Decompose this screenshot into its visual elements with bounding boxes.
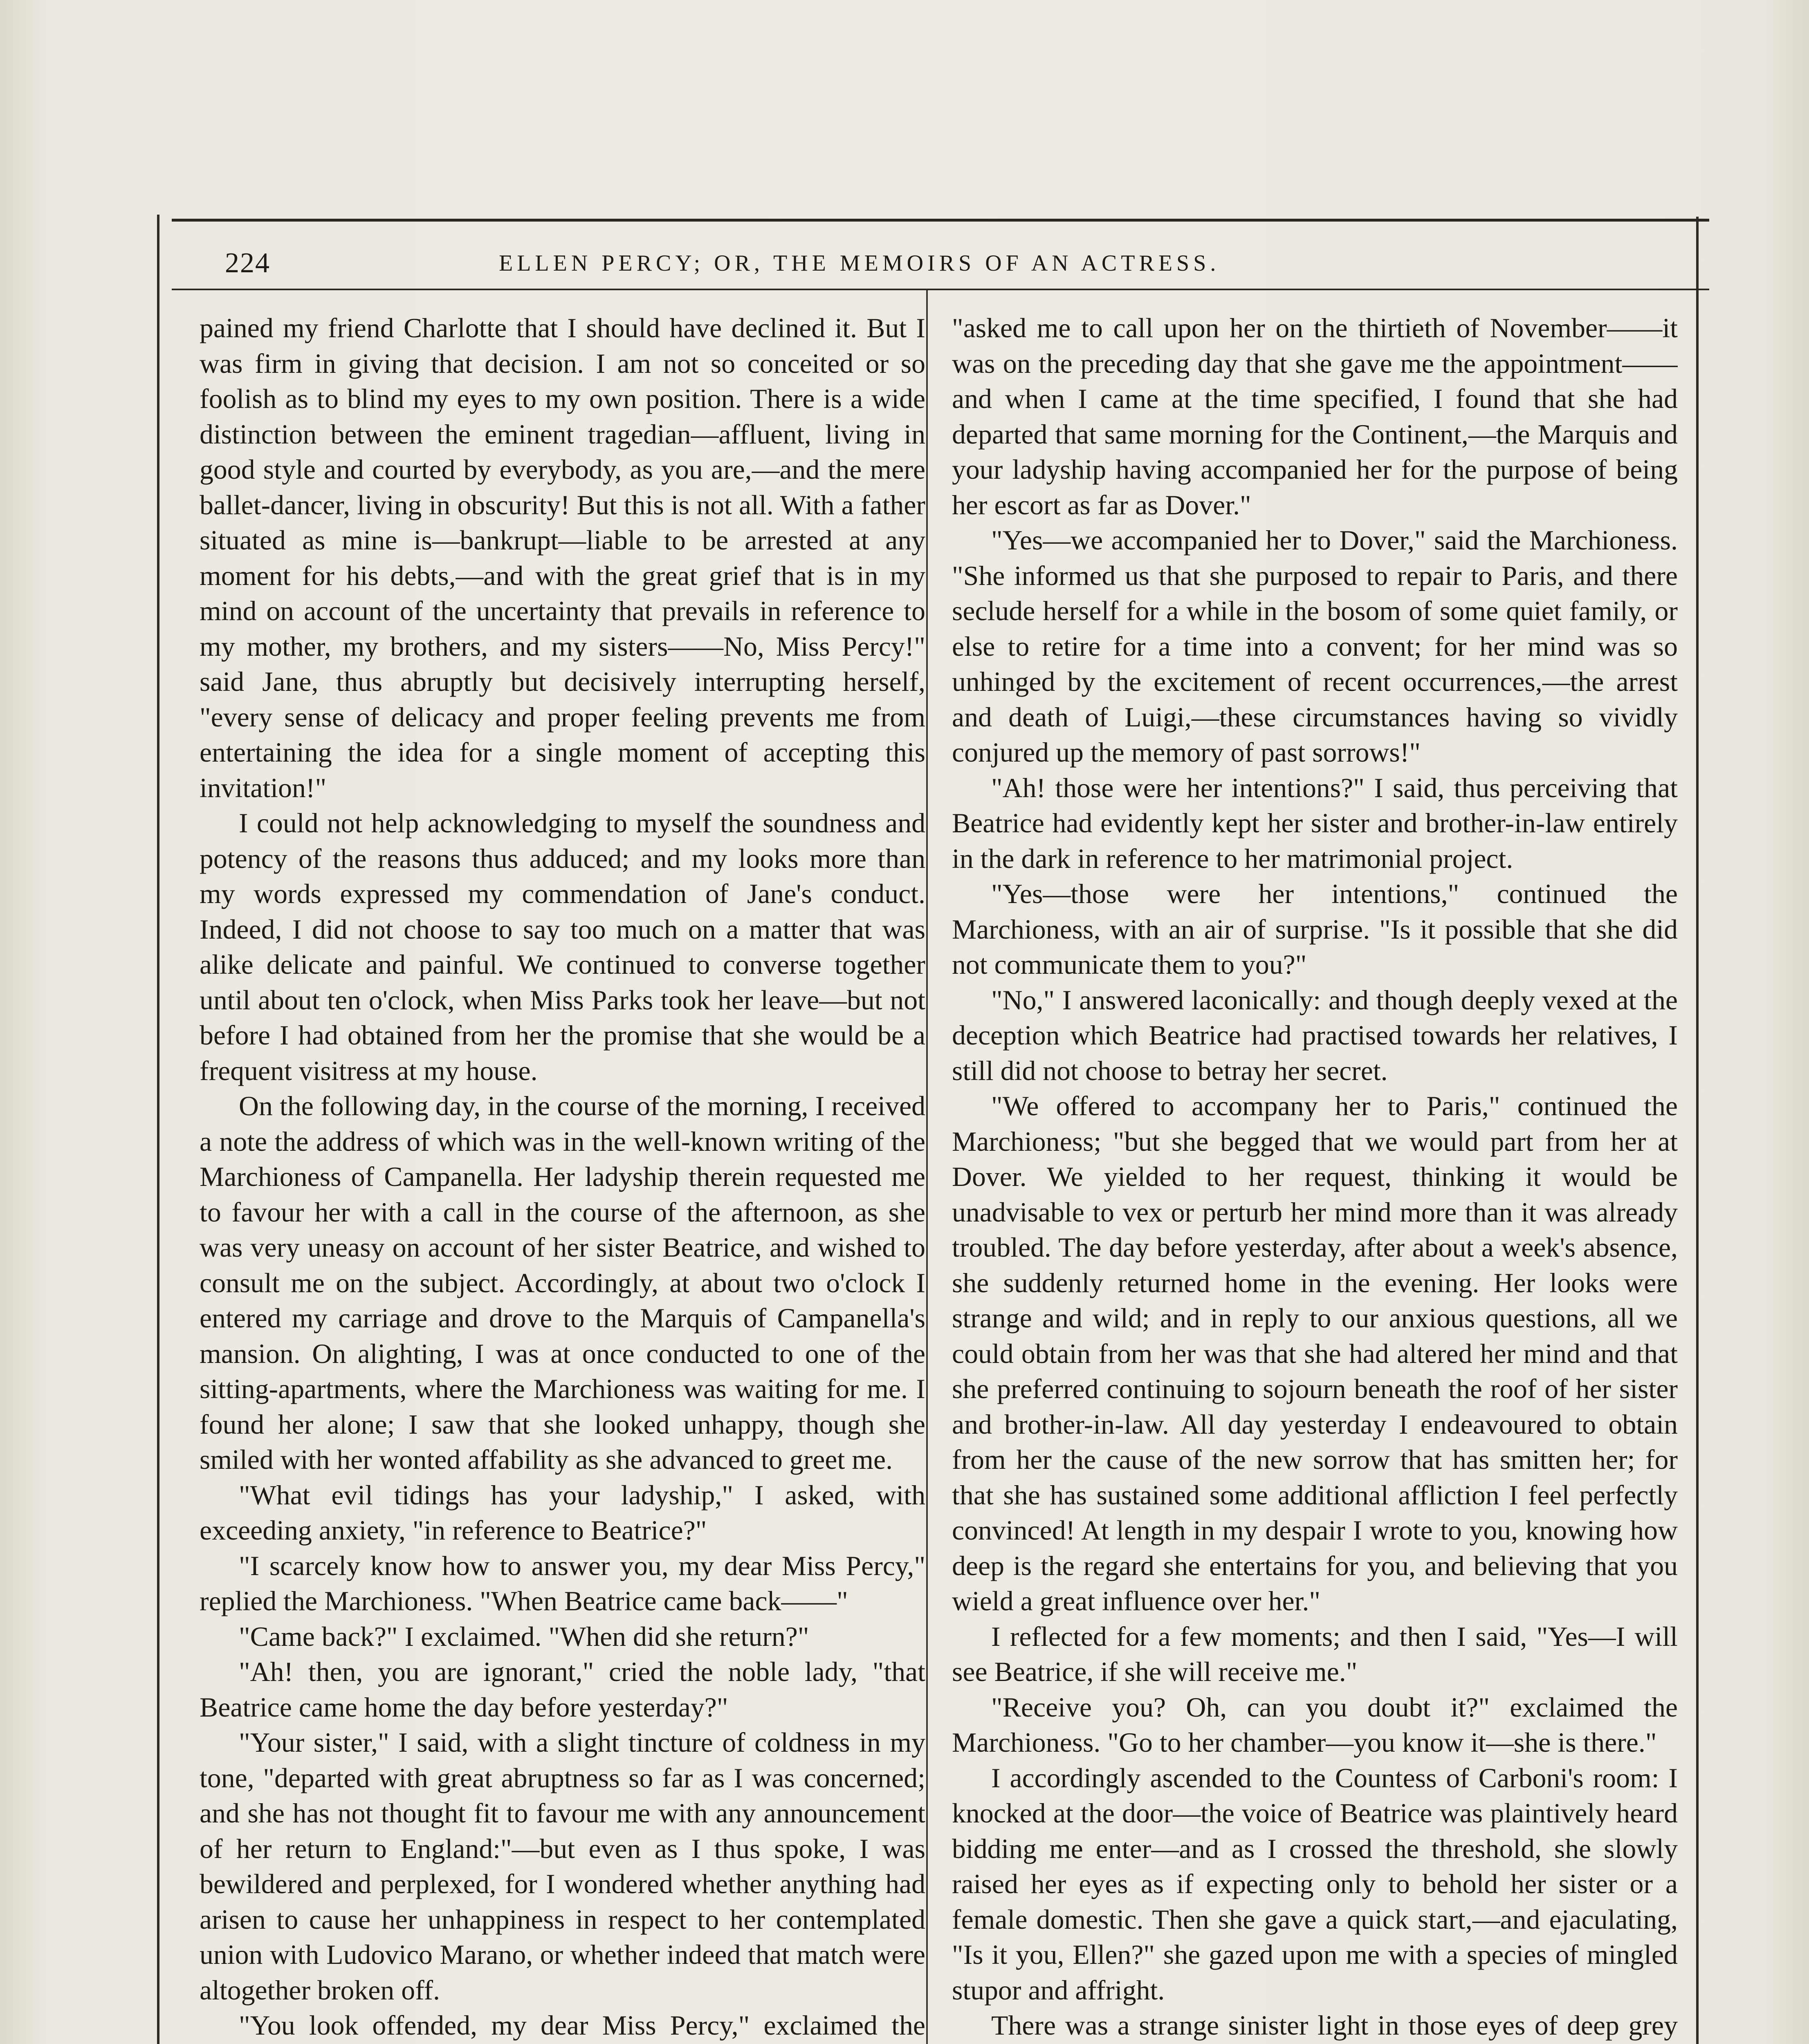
header-bottom-rule — [172, 289, 1709, 290]
running-head: ELLEN PERCY; OR, THE MEMOIRS OF AN ACTRESS. — [499, 251, 1220, 276]
paragraph: I accordingly ascended to the Countess of Carboni's room: I knocked at the door—the voice of Beatrice was plaintively heard bidding me enter—and as I crossed the threshold, she slowly raised her eyes as if expecting only to behold her sister or a female domestic. Then she gave a quick start,—and ejaculating, "Is it you, Ellen?" she gazed upon me with a species of mingled stupor and affright. — [952, 1762, 1678, 2006]
paragraph: I could not help acknowledging to myself the soundness and potency of the reasons thus adduced; and my looks more than my words expressed my commendation of Jane's conduct. Indeed, I did not choose to say too much on a matter that was alike delicate and painful. We continued to converse together until about ten o'clock, when Miss Parks took her leave—but not before I had obtained from her the promise that she would be a frequent visitress at my house. — [200, 808, 925, 1086]
paragraph: "Receive you? Oh, can you doubt it?" exclaimed the Marchioness. "Go to her chamber—you know it—she is there." — [952, 1692, 1678, 1758]
paragraph: On the following day, in the course of the morning, I received a note the address of which was in the well-known writing of the Marchioness of Campanella. Her ladyship therein requested me to favour her with a call in the course of the afternoon, as she was very uneasy on account of her sister Beatrice, and wished to consult me on the subject. Accordingly, at about two o'clock I entered my carriage and drove to the Marquis of Campanella's mansion. On alighting, I was at once conducted to one of the sitting-apartments, where the Marchioness was waiting for me. I found her alone; I saw that she looked unhappy, though she smiled with her wonted affability as she advanced to greet me. — [200, 1091, 925, 1475]
column-divider — [926, 290, 928, 2044]
paragraph: pained my friend Charlotte that I should have declined it. But I was firm in giving that decision. I am not so conceited or so foolish as to blind my eyes to my own position. There is a wide distinction between the eminent tragedian—affluent, living in good style and courted by everybody, as you are,—and the mere ballet-dancer, living in obscurity! But this is not all. With a father situated as mine is—bankrupt—liable to be arrested at any moment for his debts,—and with the great grief that is in my mind on account of the uncertainty that prevails in reference to my mother, my brothers, and my sisters——No, Miss Percy!" said Jane, thus abruptly but decisively interrupting herself, "every sense of delicacy and proper feeling prevents me from entertaining the idea for a single moment of accepting this invitation!" — [200, 313, 925, 803]
paragraph: I reflected for a few moments; and then I said, "Yes—I will see Beatrice, if she will receive me." — [952, 1621, 1678, 1687]
page-header — [172, 241, 1685, 286]
paragraph: "Yes—those were her intentions," continued the Marchioness, with an air of surprise. "Is it possible that she did not communicate them to you?" — [952, 879, 1678, 980]
page-number: 224 — [225, 247, 270, 279]
header-top-rule — [172, 219, 1709, 222]
paragraph: "Ah! then, you are ignorant," cried the noble lady, "that Beatrice came home the day before yesterday?" — [200, 1656, 925, 1723]
paragraph: "No," I answered laconically: and though deeply vexed at the deception which Beatrice had practised towards her relatives, I still did not choose to betray her secret. — [952, 984, 1678, 1086]
paragraph: "Your sister," I said, with a slight tincture of coldness in my tone, "departed with great abruptness so far as I was concerned; and she has not thought fit to favour me with any announcement of her return to England:"—but even as I thus spoke, I was bewildered and perplexed, for I wondered whether anything had arisen to cause her unhappiness in respect to her contemplated union with Ludovico Marano, or whether indeed that match were altogether broken off. — [200, 1727, 925, 2006]
paragraph: "Yes—we accompanied her to Dover," said the Marchioness. "She informed us that she purposed to repair to Paris, and there seclude herself for a while in the bosom of some quiet family, or else to retire for a time into a convent; for her mind was so unhinged by the excitement of recent occurrences,—the arrest and death of Luigi,—these circumstances having so vividly conjured up the memory of past sorrows!" — [952, 525, 1678, 768]
paragraph: "What evil tidings has your ladyship," I asked, with exceeding anxiety, "in reference to Beatrice?" — [200, 1479, 925, 1546]
paragraph: "We offered to accompany her to Paris," continued the Marchioness; "but she begged that we would part from her at Dover. We yielded to her request, thinking it would be unadvisable to vex or perturb her mind more than it was already troubled. The day before yesterday, after about a week's absence, she suddenly returned home in the evening. Her looks were strange and wild; and in reply to our anxious questions, all we could obtain from her was that she had altered her mind and that she preferred continuing to sojourn beneath the roof of her sister and brother-in-law. All day yesterday I endeavoured to obtain from her the cause of the new sorrow that has smitten her; for that she has sustained some additional affliction I feel perfectly convinced! At length in my despair I wrote to you, knowing how deep is the regard she entertains for you, and believing that you wield a great influence over her." — [952, 1091, 1678, 1616]
paragraph: "Came back?" I exclaimed. "When did she return?" — [239, 1621, 809, 1652]
left-column — [200, 311, 925, 2044]
paragraph: There was a strange sinister light in those eyes of deep grey — [991, 2010, 1678, 2041]
frame-right-border — [1696, 217, 1699, 2044]
paragraph: "I scarcely know how to answer you, my dear Miss Percy," replied the Marchioness. "When Beatrice came back——" — [200, 1550, 925, 1616]
paragraph: "You look offended, my dear Miss Percy," exclaimed the — [239, 2010, 925, 2041]
paragraph: "Ah! those were her intentions?" I said, thus perceiving that Beatrice had evidently kept her sister and brother-in-law entirely in the dark in reference to her matrimonial project. — [952, 772, 1678, 874]
frame-left-border — [157, 215, 159, 2044]
paragraph: "asked me to call upon her on the thirtieth of November——it was on the preceding day that she gave me the appointment——and when I came at the time specified, I found that she had departed that same morning for the Continent,—the Marquis and your ladyship having accompanied her for the purpose of being her escort as far as Dover." — [952, 313, 1678, 520]
right-column — [952, 311, 1678, 2044]
